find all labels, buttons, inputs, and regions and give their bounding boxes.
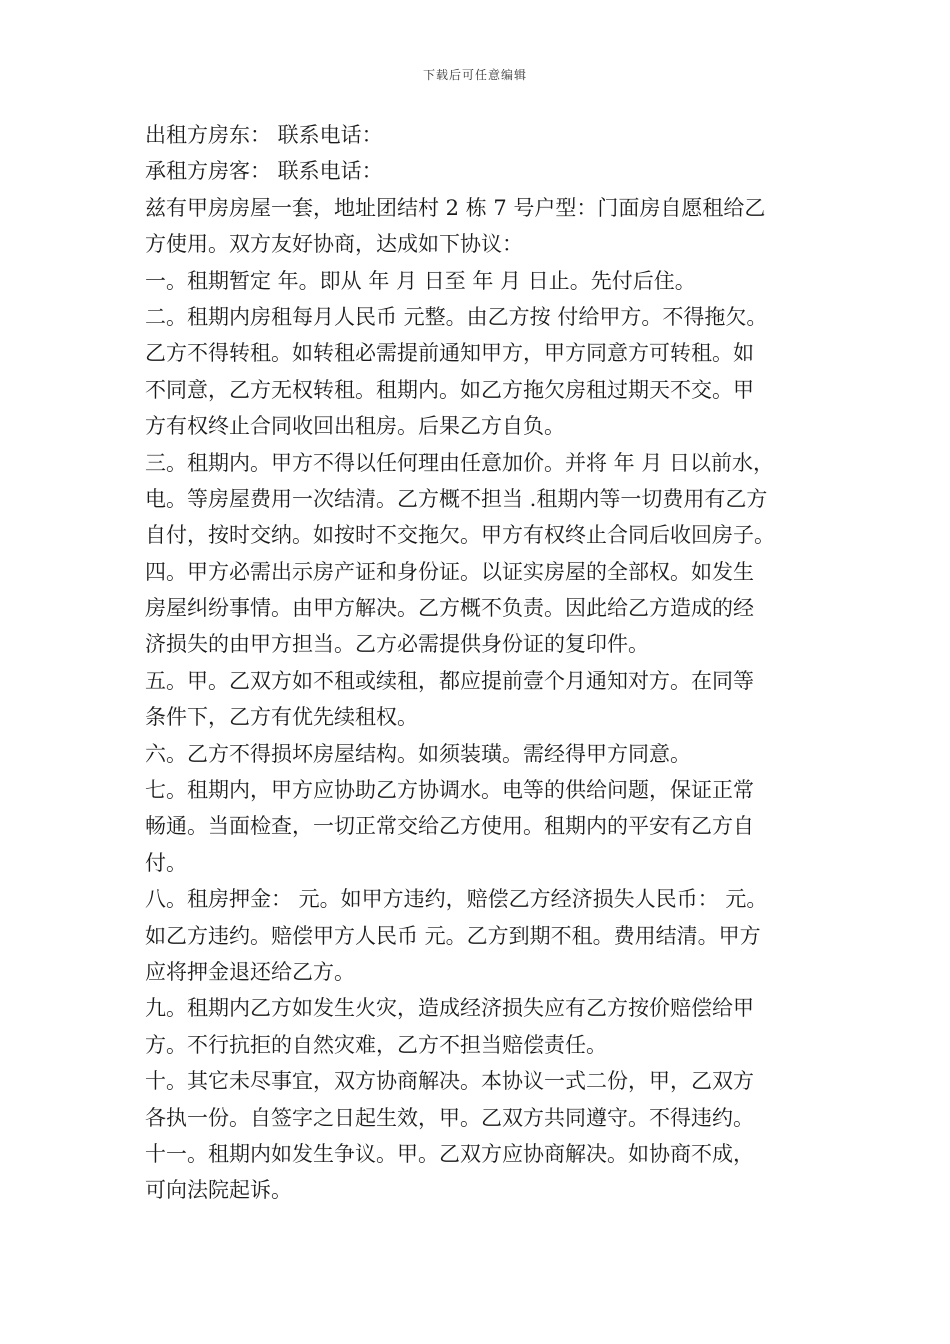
body-line: 方有权终止合同收回出租房。后果乙方自负。	[145, 414, 565, 439]
body-line: 济损失的由甲方担当。乙方必需提供身份证的复印件。	[145, 632, 649, 657]
body-line: 十一。租期内如发生争议。甲。乙双方应协商解决。如协商不成，	[145, 1141, 754, 1166]
page-header: 下载后可任意编辑	[422, 68, 527, 82]
body-line: 兹有甲房房屋一套，地址团结村 2 栋 7 号户型：门面房自愿租给乙	[145, 195, 766, 220]
body-line: 八。租房押金： 元。如甲方违约，赔偿乙方经济损失人民币： 元。	[145, 887, 768, 912]
body-line: 各执一份。自签字之日起生效，甲。乙双方共同遵守。不得违约。	[145, 1105, 754, 1130]
contract-body	[145, 117, 813, 1209]
body-line: 九。租期内乙方如发生火灾，造成经济损失应有乙方按价赔偿给甲	[145, 996, 754, 1021]
body-line: 一。租期暂定 年。即从 年 月 日至 年 月 日止。先付后住。	[145, 268, 696, 293]
body-line: 十。其它未尽事宜，双方协商解决。本协议一式二份，甲，乙双方	[145, 1069, 754, 1094]
body-line: 四。甲方必需出示房产证和身份证。以证实房屋的全部权。如发生	[145, 559, 754, 584]
body-line: 二。租期内房租每月人民币 元整。由乙方按 付给甲方。不得拖欠。	[145, 304, 768, 329]
body-line: 方使用。双方友好协商，达成如下协议：	[145, 232, 523, 257]
body-line: 电。等房屋费用一次结清。乙方概不担当 .租期内等一切费用有乙方	[145, 486, 768, 511]
body-line: 出租方房东： 联系电话：	[145, 123, 383, 147]
body-line: 如乙方违约。赔偿甲方人民币 元。乙方到期不租。费用结清。甲方	[145, 923, 761, 948]
body-line: 六。乙方不得损坏房屋结构。如须装璜。需经得甲方同意。	[145, 741, 691, 766]
body-line: 七。租期内，甲方应协助乙方协调水。电等的供给问题，保证正常	[145, 778, 754, 803]
body-line: 不同意，乙方无权转租。租期内。如乙方拖欠房租过期天不交。甲	[145, 377, 754, 402]
body-line: 房屋纠纷事情。由甲方解决。乙方概不负责。因此给乙方造成的经	[145, 596, 754, 621]
body-line: 承租方房客： 联系电话：	[145, 159, 383, 184]
body-line: 可向法院起诉。	[145, 1178, 292, 1203]
body-line: 应将押金退还给乙方。	[145, 959, 355, 984]
body-line: 自付，按时交纳。如按时不交拖欠。甲方有权终止合同后收回房子。	[145, 523, 775, 548]
body-line: 畅通。当面检查，一切正常交给乙方使用。租期内的平安有乙方自	[145, 814, 754, 839]
body-line: 条件下，乙方有优先续租权。	[145, 705, 418, 730]
body-line: 三。租期内。甲方不得以任何理由任意加价。并将 年 月 日以前水，	[145, 450, 775, 475]
body-line: 付。	[145, 850, 187, 875]
body-line: 乙方不得转租。如转租必需提前通知甲方，甲方同意方可转租。如	[145, 341, 754, 366]
body-line: 五。甲。乙双方如不租或续租，都应提前壹个月通知对方。在同等	[145, 668, 754, 693]
body-line: 方。不行抗拒的自然灾难，乙方不担当赔偿责任。	[145, 1032, 607, 1057]
